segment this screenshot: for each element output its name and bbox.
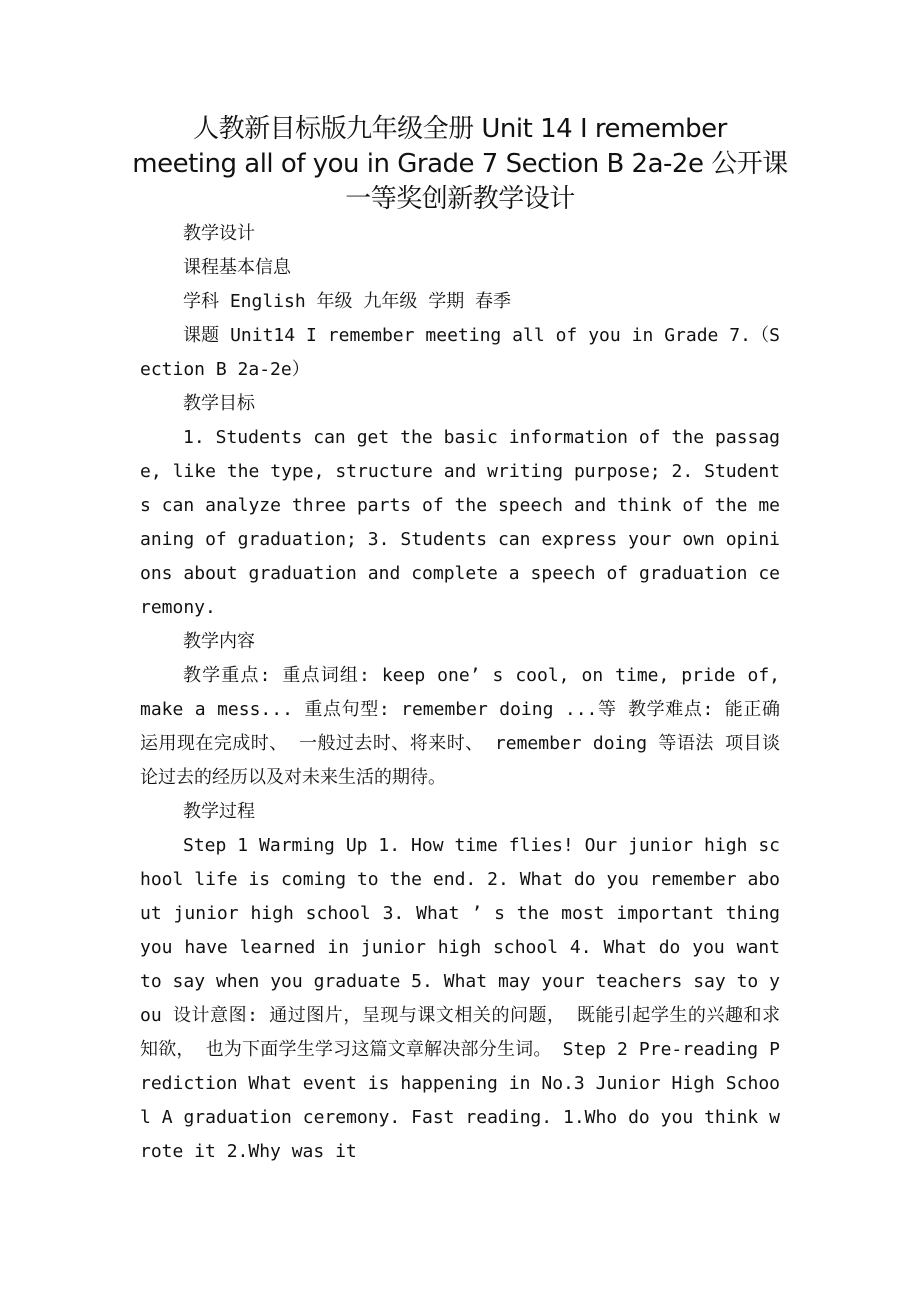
- content-heading: 教学内容: [183, 631, 255, 652]
- title-line-1: 人教新目标版九年级全册 Unit 14 I remember: [193, 114, 727, 144]
- objectives-text: 1. Students can get the basic information of the passage, like the type, structure and writing purpose; 2. Students can analyze three parts of the speech and think of the meaning of graduation; 3. Students can express your own opinions about graduation and complete a speech of graduation ceremony.: [140, 427, 780, 618]
- basic-info-heading: 课程基本信息: [183, 257, 291, 278]
- subject-line: 学科 English 年级 九年级 学期 春季: [183, 291, 512, 312]
- title-line-3: 一等奖创新教学设计: [345, 184, 575, 214]
- title-line-2: meeting all of you in Grade 7 Section B 2a-2e 公开课: [132, 149, 788, 179]
- topic-line: 课题 Unit14 I remember meeting all of you in Grade 7.（Section B 2a-2e）: [140, 325, 780, 380]
- document-title: [120, 112, 800, 217]
- process-text: Step 1 Warming Up 1. How time flies! Our junior high school life is coming to the end. 2. What do you remember about junior high school 3. What ’ s the most important thing you have learned in junior high school 4. What do you want to say when you graduate 5. What may your teachers say to you 设计意图: 通过图片，呈现与课文相关的问题， 既能引起学生的兴趣和求知欲， 也为下面学生学习这篇文章解决部分生词。 Step 2 Pre-reading Prediction What event is happening in No.3 Junior High School A graduation ceremony. Fast reading. 1.Who do you think wrote it 2.Why was it: [140, 835, 780, 1162]
- design-heading: 教学设计: [183, 223, 255, 244]
- content-text: 教学重点: 重点词组: keep one’ s cool, on time, pride of, make a mess... 重点句型: remember doing ...等 教学难点: 能正确运用现在完成时、 一般过去时、将来时、 remember doing 等语法 项目谈论过去的经历以及对未来生活的期待。: [140, 665, 780, 788]
- process-heading: 教学过程: [183, 801, 255, 822]
- document-body: [140, 217, 780, 1169]
- objectives-heading: 教学目标: [183, 393, 255, 414]
